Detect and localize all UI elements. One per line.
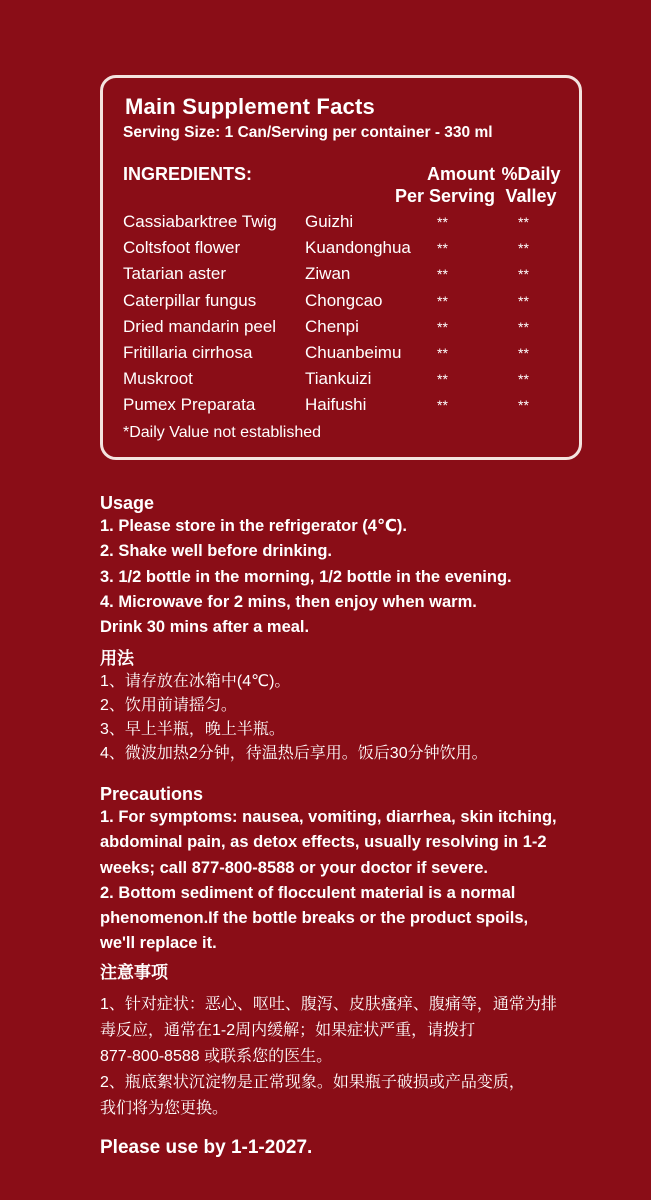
ingredient-amount: ** [437,266,448,283]
precautions-zh-line: 我们将为您更换。 [100,1100,229,1117]
ingredient-name: Muskroot [123,369,193,389]
ingredient-name: Pumex Preparata [123,395,256,415]
usage-line: 3. 1/2 bottle in the morning, 1/2 bottle in the evening. [100,567,512,586]
daily-value-note: *Daily Value not established [123,424,322,441]
precautions-zh-line: 毒反应，通常在1-2周内缓解；如果症状严重，请拨打 [100,1022,476,1039]
daily-value-header-line2: Valley [505,186,557,206]
ingredient-daily-value: ** [518,371,529,388]
usage-line: 4. Microwave for 2 mins, then enjoy when warm. [100,592,477,611]
serving-size: Serving Size: 1 Can/Serving per container - 330 ml [123,124,493,141]
precautions-title: Precautions [100,784,204,804]
precautions-line: 1. For symptoms: nausea, vomiting, diarrhea, skin itching, [100,808,557,826]
ingredient-pinyin: Guizhi [305,212,354,231]
usage-zh-line: 3、早上半瓶，晚上半瓶。 [100,721,285,738]
precautions-line: we'll replace it. [100,934,217,953]
ingredient-row [123,288,573,314]
amount-header-line2: Per Serving [394,186,495,206]
ingredient-row [123,314,573,340]
ingredient-row [123,261,573,287]
daily-value-header-line1: %Daily [501,164,561,184]
facts-title: Main Supplement Facts [125,94,375,119]
ingredient-daily-value: ** [518,266,529,283]
ingredient-daily-value: ** [518,397,529,414]
precautions-zh-section [100,962,610,1122]
usage-zh-line: 4、微波加热2分钟，待温热后享用。饭后30分钟饮用。 [100,745,488,762]
ingredient-name: Caterpillar fungus [123,290,257,310]
amount-header [377,163,495,207]
ingredient-amount: ** [437,214,448,230]
ingredient-row [123,366,573,392]
ingredient-pinyin: Chenpi [305,316,359,336]
ingredients-header: INGREDIENTS: [123,164,253,184]
precautions-zh-line: 1、针对症状：恶心、呕吐、腹泻、皮肤瘙痒、腹痛等，通常为排 [100,996,557,1013]
amount-header-line1: Amount [427,164,495,184]
ingredient-row [123,235,573,261]
ingredient-row [123,340,573,366]
ingredient-pinyin: Chongcao [305,290,383,310]
ingredient-row [123,209,573,235]
usage-zh-section [100,648,610,766]
ingredient-amount: ** [437,344,448,361]
ingredient-daily-value: ** [518,344,529,361]
precautions-zh-line: 877-800-8588 或联系您的医生。 [100,1048,333,1065]
precautions-line: 2. Bottom sediment of flocculent material is a normal [100,883,516,902]
precautions-line: abdominal pain, as detox effects, usually resolving in 1-2 [100,833,547,852]
precautions-section [100,783,610,957]
usage-title: Usage [100,493,155,513]
precautions-line: phenomenon.If the bottle breaks or the product spoils, [100,909,529,928]
daily-value-header [491,163,571,207]
precautions-line: weeks; call 877-800-8588 or your doctor if severe. [100,858,488,877]
ingredient-pinyin: Tiankuizi [305,369,372,389]
ingredient-daily-value: ** [518,214,529,230]
ingredient-pinyin: Kuandonghua [305,238,411,258]
ingredient-daily-value: ** [518,318,529,335]
ingredient-amount: ** [437,318,448,335]
ingredient-name: Fritillaria cirrhosa [123,342,253,362]
ingredient-name: Cassiabarktree Twig [123,212,277,231]
ingredient-amount: ** [437,397,448,414]
ingredient-amount: ** [437,240,448,257]
ingredient-amount: ** [437,292,448,309]
supplement-facts-panel [100,75,582,460]
ingredient-name: Dried mandarin peel [123,316,277,336]
expiry-date: Please use by 1-1-2027. [100,1137,313,1158]
usage-line: 2. Shake well before drinking. [100,542,332,561]
ingredient-name: Tatarian aster [123,264,226,284]
usage-line: 1. Please store in the refrigerator (4℃). [100,517,407,535]
usage-line: Drink 30 mins after a meal. [100,618,310,637]
precautions-zh-line: 2、瓶底絮状沉淀物是正常现象。如果瓶子破损或产品变质， [100,1074,525,1091]
usage-zh-line: 2、饮用前请摇匀。 [100,697,237,714]
usage-zh-title: 用法 [100,649,134,668]
usage-zh-line: 1、请存放在冰箱中(4℃)。 [100,673,291,690]
usage-section [100,492,610,640]
ingredient-pinyin: Haifushi [305,395,367,415]
ingredient-pinyin: Ziwan [305,264,351,284]
ingredient-pinyin: Chuanbeimu [305,342,402,362]
precautions-zh-title: 注意事项 [100,963,168,982]
ingredient-list [123,209,573,419]
ingredient-daily-value: ** [518,292,529,309]
ingredient-daily-value: ** [518,240,529,257]
ingredient-name: Coltsfoot flower [123,238,241,258]
ingredient-amount: ** [437,371,448,388]
ingredient-row [123,392,573,418]
